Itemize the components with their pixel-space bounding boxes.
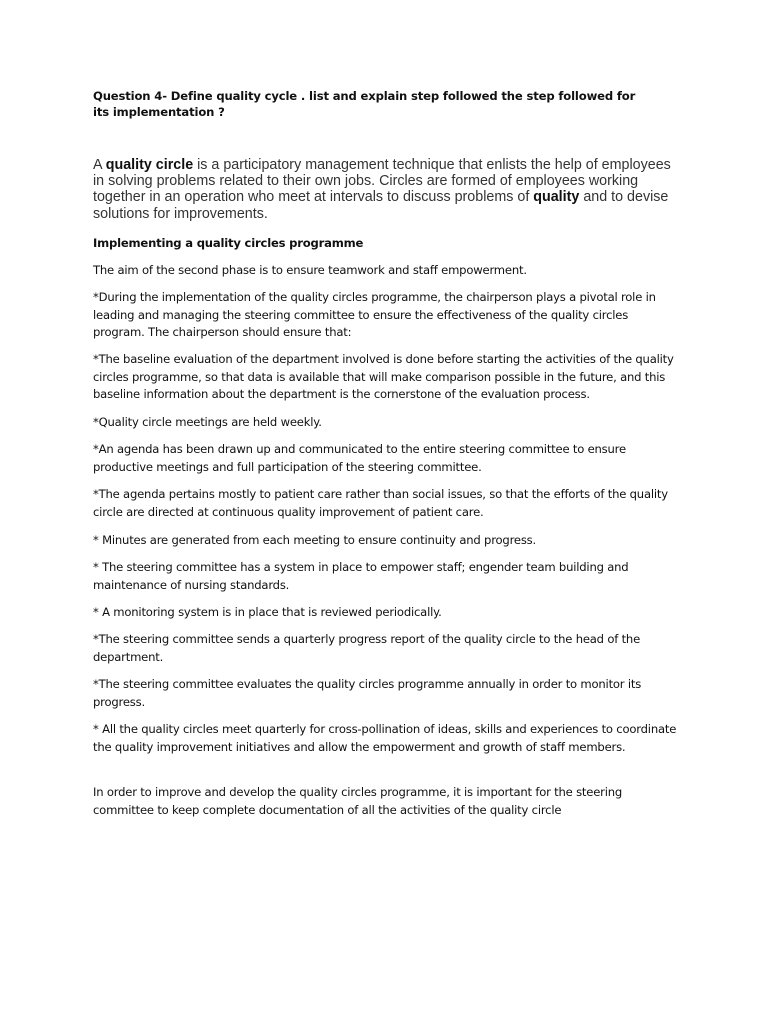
paragraph-2: *During the implementation of the quality circles programme, the chairperson plays a pivotal role in leading and managing the steering committee to ensure the effectiveness of the quality circles program. The chairperson should ensure that:: [93, 290, 656, 339]
intro-text-3: and to devise solutions for improvements.: [93, 189, 669, 222]
intro-paragraph: [93, 157, 683, 222]
intro-text-1: A: [93, 157, 106, 173]
section-heading: Implementing a quality circles programme: [93, 236, 364, 250]
intro-term-quality: quality: [533, 189, 580, 206]
intro-text-2: is a participatory management technique that enlists the help of employees in solving problems related to their own jobs. Circles are formed of employees working together in an operation who meet at intervals to discuss problems of: [93, 157, 671, 206]
paragraph-10: *The steering committee sends a quarterly progress report of the quality circle to the head of the department.: [93, 632, 641, 664]
paragraph-5: *An agenda has been drawn up and communicated to the entire steering committee to ensure productive meetings and full participation of the steering committee.: [93, 442, 626, 474]
question-title: Question 4- Define quality cycle . list and explain step followed the step followed for its implementation ?: [93, 89, 636, 119]
paragraph-9: * A monitoring system is in place that is reviewed periodically.: [93, 605, 442, 619]
paragraph-13: In order to improve and develop the quality circles programme, it is important for the steering committee to keep complete documentation of all the activities of the quality circle: [93, 785, 623, 817]
paragraph-7: * Minutes are generated from each meeting to ensure continuity and progress.: [93, 533, 536, 547]
paragraph-12: * All the quality circles meet quarterly for cross-pollination of ideas, skills and experiences to coordinate the quality improvement initiatives and allow the empowerment and growth of staff members.: [93, 722, 677, 754]
intro-term-quality-circle: quality circle: [105, 157, 194, 173]
paragraph-11: *The steering committee evaluates the quality circles programme annually in order to monitor its progress.: [93, 677, 642, 709]
paragraph-8: * The steering committee has a system in place to empower staff; engender team building and maintenance of nursing standards.: [93, 560, 629, 592]
paragraph-4: *Quality circle meetings are held weekly.: [93, 415, 322, 429]
paragraph-3: *The baseline evaluation of the department involved is done before starting the activities of the quality circles programme, so that data is available that will make comparison possible in the future, and this baseline information about the department is the cornerstone of the evaluation process.: [93, 352, 674, 401]
paragraph-1: The aim of the second phase is to ensure teamwork and staff empowerment.: [93, 263, 527, 277]
paragraph-6: *The agenda pertains mostly to patient care rather than social issues, so that the efforts of the quality circle are directed at continuous quality improvement of patient care.: [93, 487, 668, 519]
